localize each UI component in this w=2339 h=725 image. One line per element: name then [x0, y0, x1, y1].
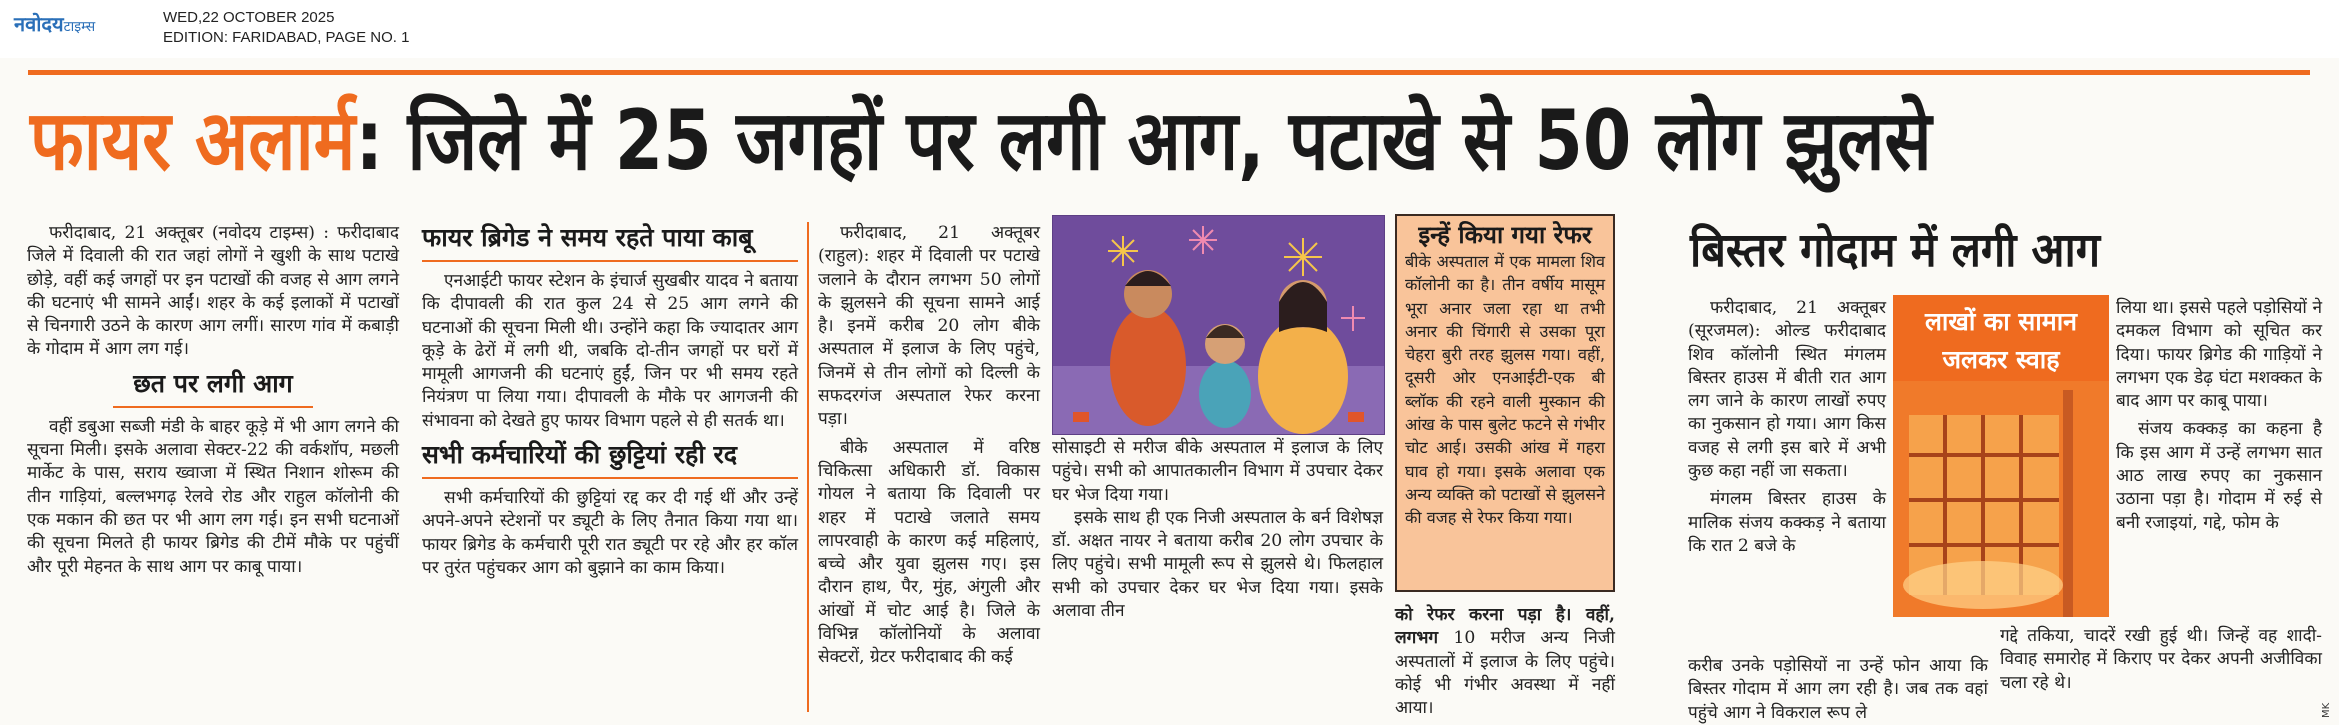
- col2-paragraph-1: एनआईटी फायर स्टेशन के इंचार्ज सुखबीर यादव ने बताया कि दीपावली की रात कुल 24 से 25 आग लगने की घटनाओं की सूचना मिली थी। उन्होंने कहा कि ज्यादातर आग कूड़े के ढेरों में लगी थी, जबकि दो-तीन जगहों पर घरों में मामूली आगजनी की घटनाएं हुईं, जिन पर भी समय रहते नियंत्रण पा लिया गया। दीपावली के मौके पर आगजनी की संभावना को देखते हुए फायर विभाग पहले से ही सतर्क था।: [422, 271, 798, 431]
- story2-bottom-right-text: गद्दे तकिया, चादरें रखी हुई थी। जिन्हें वह शादी- विवाह समारोह में किराए पर देकर अपनी अजीविका चला रहे थे।: [2000, 626, 2322, 693]
- fire-window-icon: [1893, 295, 2109, 617]
- col2-subhead-1: फायर ब्रिगेड ने समय रहते पाया काबू: [422, 223, 753, 252]
- column-3: [818, 222, 1040, 675]
- col1-subhead: छत पर लगी आग: [133, 368, 293, 398]
- brand-suffix: टाइम्स: [63, 19, 96, 35]
- diwali-illustration: [1052, 215, 1385, 435]
- headline-main: : जिले में 25 जगहों पर लगी आग, पटाखे से 50 लोग झुलसे: [355, 92, 1932, 189]
- col3-paragraph-1: फरीदाबाद, 21 अक्तूबर (राहुल): शहर में दिवाली पर पटाखे जलाने के दौरान लगभग 50 लोगों के झुलसने की सूचना सामने आई है। इनमें करीब 20 लोग बीके अस्पताल में इलाज के लिए पहुंचे, जिनमें से तीन लोगों को दिल्ली के सफदरगंज अस्पताल रेफर करना पड़ा।: [818, 223, 1040, 430]
- col2-paragraph-2: सभी कर्मचारियों की छुट्टियां रद्द कर दी गई थीं और उन्हें अपने-अपने स्टेशनों पर ड्यूटी के लिए तैनात किया गया था। फायर ब्रिगेड के कर्मचारी पूरी रात ड्यूटी पर रहे और हर कॉल पर तुरंत पहुंचकर आग को बुझाने का काम किया।: [422, 488, 798, 578]
- edition-info: [163, 8, 409, 48]
- mid-paragraph-1: सोसाइटी से मरीज बीके अस्पताल में इलाज के लिए पहुंचे। सभी को आपातकालीन विभाग में उपचार देकर घर भेज दिया गया।: [1052, 438, 1383, 505]
- column-1: [27, 222, 399, 584]
- refer-box: [1395, 214, 1615, 592]
- mid-block: [1052, 437, 1383, 623]
- below-box-lead: को रेफर करना पड़ा है। वहीं, लगभग: [1395, 605, 1615, 649]
- col1-paragraph-2: वहीं डबुआ सब्जी मंडी के बाहर कूड़े में भी आग लगने की सूचना मिली। इसके अलावा सेक्टर-22 की वर्कशॉप, मछली मार्केट के पास, सराय ख्वाजा में स्थित निशान शोरूम की तीन गाड़ियां, बल्लभगढ़ रेलवे रोड और राहुल कॉलोनी की एक मकान की छत पर भी आग लग गई। इन सभी घटनाओं की सूचना मिलते ही फायर ब्रिगेड की टीमें मौके पर पहुंचीं और पूरी मेहनत के साथ आग पर काबू पाया।: [27, 416, 399, 577]
- story2-headline: बिस्तर गोदाम में लगी आग: [1690, 223, 2101, 278]
- below-box-rest: 10 मरीज अन्य निजी अस्पतालों में इलाज के लिए पहुंचे। कोई भी गंभीर अवस्था में नहीं आया।: [1395, 628, 1615, 719]
- brand-logo: [14, 10, 95, 37]
- col2-subhead-1-underline: [422, 260, 798, 262]
- story2-column-a: [1688, 297, 1886, 563]
- family-crying-fireworks-icon: [1053, 216, 1384, 434]
- story2-bottom-left-text: करीब उनके पड़ोसियों ना उन्हें फोन आया कि बिस्तर गोदाम में आग लग रही है। जब तक वहां पहुंचे आग ने विकराल रूप ले: [1688, 656, 1988, 723]
- below-box-text: [1395, 604, 1615, 720]
- refer-box-title: इन्हें किया गया रेफर: [1418, 221, 1592, 249]
- edition-date: WED,22 OCTOBER 2025: [163, 9, 335, 26]
- column-2: [422, 222, 798, 585]
- col1-subhead-underline: [113, 406, 313, 408]
- masthead-bar: [0, 0, 2339, 58]
- col2-subhead-2-underline: [422, 477, 798, 479]
- refer-box-text: बीके अस्पताल में एक मामला शिव कॉलोनी का है। तीन वर्षीय मासूम भूरा अनार जला रहा था तभी अनार की चिंगारी से उसका पूरा चेहरा बुरी तरह झुलस गया। वहीं, दूसरी ओर एनआईटी-एक बी ब्लॉक की रहने वाली मुस्कान की आंख के पास बुलेट फटने से गंभीर चोट आई। उसकी आंख में गहरा घाव हो गया। इसके अलावा एक अन्य व्यक्ति को पटाखों से झुलसने की वजह से रेफर किया गया।: [1405, 252, 1605, 528]
- brand-main: नवोदय: [14, 12, 64, 36]
- story2-bottom-right: [2000, 625, 2322, 695]
- col2-subhead-2: सभी कर्मचारियों की छुट्टियां रही रद: [422, 440, 737, 470]
- col1-paragraph-1: फरीदाबाद, 21 अक्तूबर (नवोदय टाइम्स) : फरीदाबाद जिले में दिवाली की रात जहां लोगों ने खुशी के साथ पटाखे छोड़े, वहीं कई जगहों पर इन पटाखों की वजह से आग लगने की घटनाएं भी सामने आईं। शहर के कई इलाकों में पटाखों से चिनगारी उठने के कारण आग लगीं। सारण गांव में कबाड़ी के गोदाम में आग लग गई।: [27, 223, 399, 360]
- headline-kicker: फायर अलार्म: [30, 92, 356, 189]
- main-headline: [30, 82, 1954, 200]
- photo-caption: लाखों का सामान जलकर स्वाह: [1893, 295, 2109, 381]
- story2-column-b: [2116, 297, 2322, 540]
- story2-col-b-paragraph-2: संजय कक्कड़ का कहना है कि इस आग में उन्हें लगभग सात आठ लाख रुपए का नुकसान उठाना पड़ा है। गोदाम में रुई से बनी रजाइयां, गद्दे, फोम के: [2116, 419, 2322, 533]
- mid-paragraph-2: इसके साथ ही एक निजी अस्पताल के बर्न विशेषज्ञ डॉ. अक्षत नायर ने बताया करीब 20 लोग उपचार के लिए पहुंचे। सभी मामूली रूप से झुलसे थे। फिलहाल सभी को उपचार देकर घर भेज दिया गया। इसके अलावा तीन: [1052, 507, 1383, 622]
- headline-rule: [28, 70, 2310, 75]
- col3-paragraph-2: बीके अस्पताल में वरिष्ठ चिकित्सा अधिकारी डॉ. विकास गोयल ने बताया कि दिवाली पर शहर में पटाखे जलाते समय लापरवाही के कारण कई महिलाएं, बच्चे और युवा झुलस गए। इस दौरान हाथ, पैर, मुंह, अंगुली और आंखों में चोट आई है। जिले के विभिन्न कॉलोनियों के अलावा सेक्टरों, ग्रेटर फरीदाबाद की कई: [818, 437, 1040, 668]
- column-divider: [807, 222, 809, 712]
- story2-col-a-paragraph-2: मंगलम बिस्तर हाउस के मालिक संजय कक्कड़ ने बताया कि रात 2 बजे के: [1688, 489, 1886, 556]
- godown-fire-photo: [1893, 295, 2109, 617]
- story2-col-b-paragraph-1: लिया था। इससे पहले पड़ोसियों ने दमकल विभाग को सूचित कर दिया। फायर ब्रिगेड की गाड़ियों ने लगभग एक डेढ़ घंटा मशक्कत के बाद आग पर काबू पाया।: [2116, 298, 2322, 412]
- story2-col-a-paragraph-1: फरीदाबाद, 21 अक्तूबर (सूरजमल): ओल्ड फरीदाबाद शिव कॉलोनी स्थित मंगलम बिस्तर हाउस में बीती रात आग लग जाने के कारण लाखों रुपए का नुकसान हो गया। आग किस वजह से लगी इस बारे में अभी कुछ कहा नहीं जा सकता।: [1688, 298, 1886, 482]
- side-tag: MK: [2321, 702, 2332, 718]
- edition-page: EDITION: FARIDABAD, PAGE NO. 1: [163, 29, 410, 46]
- story2-bottom-left: [1688, 655, 1988, 725]
